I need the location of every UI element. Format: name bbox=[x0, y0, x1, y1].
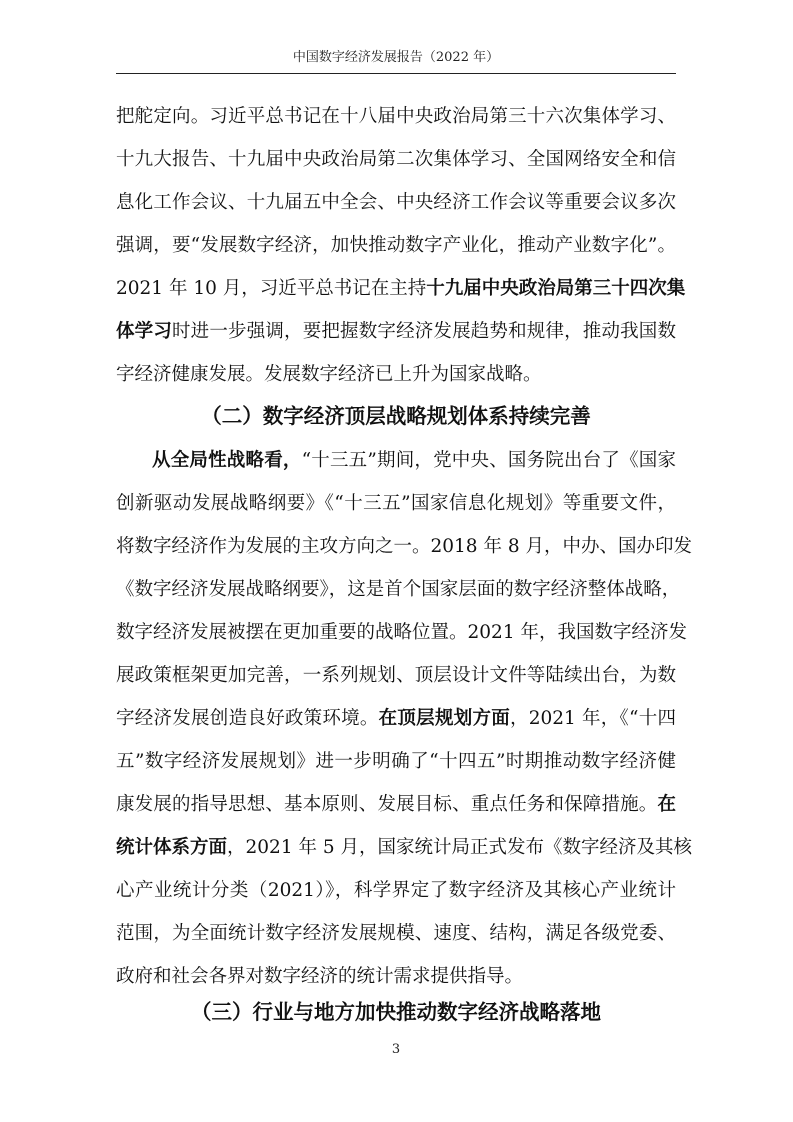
body-line: 字经济健康发展。发展数字经济已上升为国家战略。 bbox=[116, 364, 542, 385]
body-line bbox=[116, 272, 686, 306]
body-text: ，2021 年，《“十四 bbox=[509, 708, 676, 729]
body-line bbox=[116, 315, 676, 349]
section-heading: （三）行业与地方加快推动数字经济战略落地 bbox=[191, 1000, 601, 1024]
body-text: 2021 年 10 月，习近平总书记在主持 bbox=[116, 278, 427, 299]
body-line bbox=[152, 444, 676, 478]
body-text: 康发展的指导思想、基本原则、发展目标、重点任务和保障措施。 bbox=[116, 794, 658, 815]
body-line bbox=[116, 788, 676, 822]
body-line: 强调，要“发展数字经济，加快推动数字产业化，推动产业数字化”。 bbox=[116, 235, 676, 256]
body-line: 息化工作会议、十九届五中全会、中央经济工作会议等重要会议多次 bbox=[116, 192, 676, 213]
body-line: 范围，为全面统计数字经济发展规模、速度、结构，满足各级党委、 bbox=[116, 923, 676, 944]
bold-emphasis: 在 bbox=[657, 794, 676, 815]
body-line: 十九大报告、十九届中央政治局第二次集体学习、全国网络安全和信 bbox=[116, 149, 676, 170]
header-rule bbox=[116, 73, 676, 74]
body-text: ，2021 年 5 月，国家统计局正式发布《数字经济及其核 bbox=[227, 837, 693, 858]
body-line: 五”数字经济发展规划》进一步明确了“十四五”时期推动数字经济健 bbox=[116, 751, 676, 772]
bold-emphasis: 体学习 bbox=[116, 321, 173, 342]
body-line: 《数字经济发展战略纲要》，这是首个国家层面的数字经济整体战略， bbox=[116, 579, 681, 600]
body-line: 数字经济发展被摆在更加重要的战略位置。2021 年，我国数字经济发 bbox=[116, 622, 687, 643]
running-header: 中国数字经济发展报告（2022 年） bbox=[292, 50, 500, 65]
body-line bbox=[116, 831, 693, 865]
body-text: 时进一步强调，要把握数字经济发展趋势和规律，推动我国数 bbox=[172, 321, 676, 342]
bold-emphasis: 从全局性战略看， bbox=[152, 450, 302, 471]
body-line: 创新驱动发展战略纲要》《“十三五”国家信息化规划》等重要文件， bbox=[116, 493, 676, 514]
body-line: 把舵定向。习近平总书记在十八届中央政治局第三十六次集体学习、 bbox=[116, 106, 676, 127]
bold-emphasis: 在顶层规划方面 bbox=[378, 708, 510, 729]
body-text: “十三五”期间，党中央、国务院出台了《国家 bbox=[301, 450, 676, 471]
body-line: 政府和社会各界对数字经济的统计需求提供指导。 bbox=[116, 966, 524, 987]
bold-emphasis: 统计体系方面 bbox=[116, 837, 228, 858]
body-line: 将数字经济作为发展的主攻方向之一。2018 年 8 月，中办、国办印发 bbox=[116, 536, 692, 557]
page-number: 3 bbox=[391, 1042, 401, 1057]
body-line bbox=[116, 702, 676, 736]
body-text: 字经济发展创造良好政策环境。 bbox=[116, 708, 379, 729]
bold-emphasis: 十九届中央政治局第三十四次集 bbox=[426, 278, 686, 299]
body-line: 心产业统计分类（2021）》，科学界定了数字经济及其核心产业统计 bbox=[116, 880, 676, 901]
section-heading: （二）数字经济顶层战略规划体系持续完善 bbox=[201, 404, 591, 428]
body-line: 展政策框架更加完善，一系列规划、顶层设计文件等陆续出台，为数 bbox=[116, 665, 676, 686]
